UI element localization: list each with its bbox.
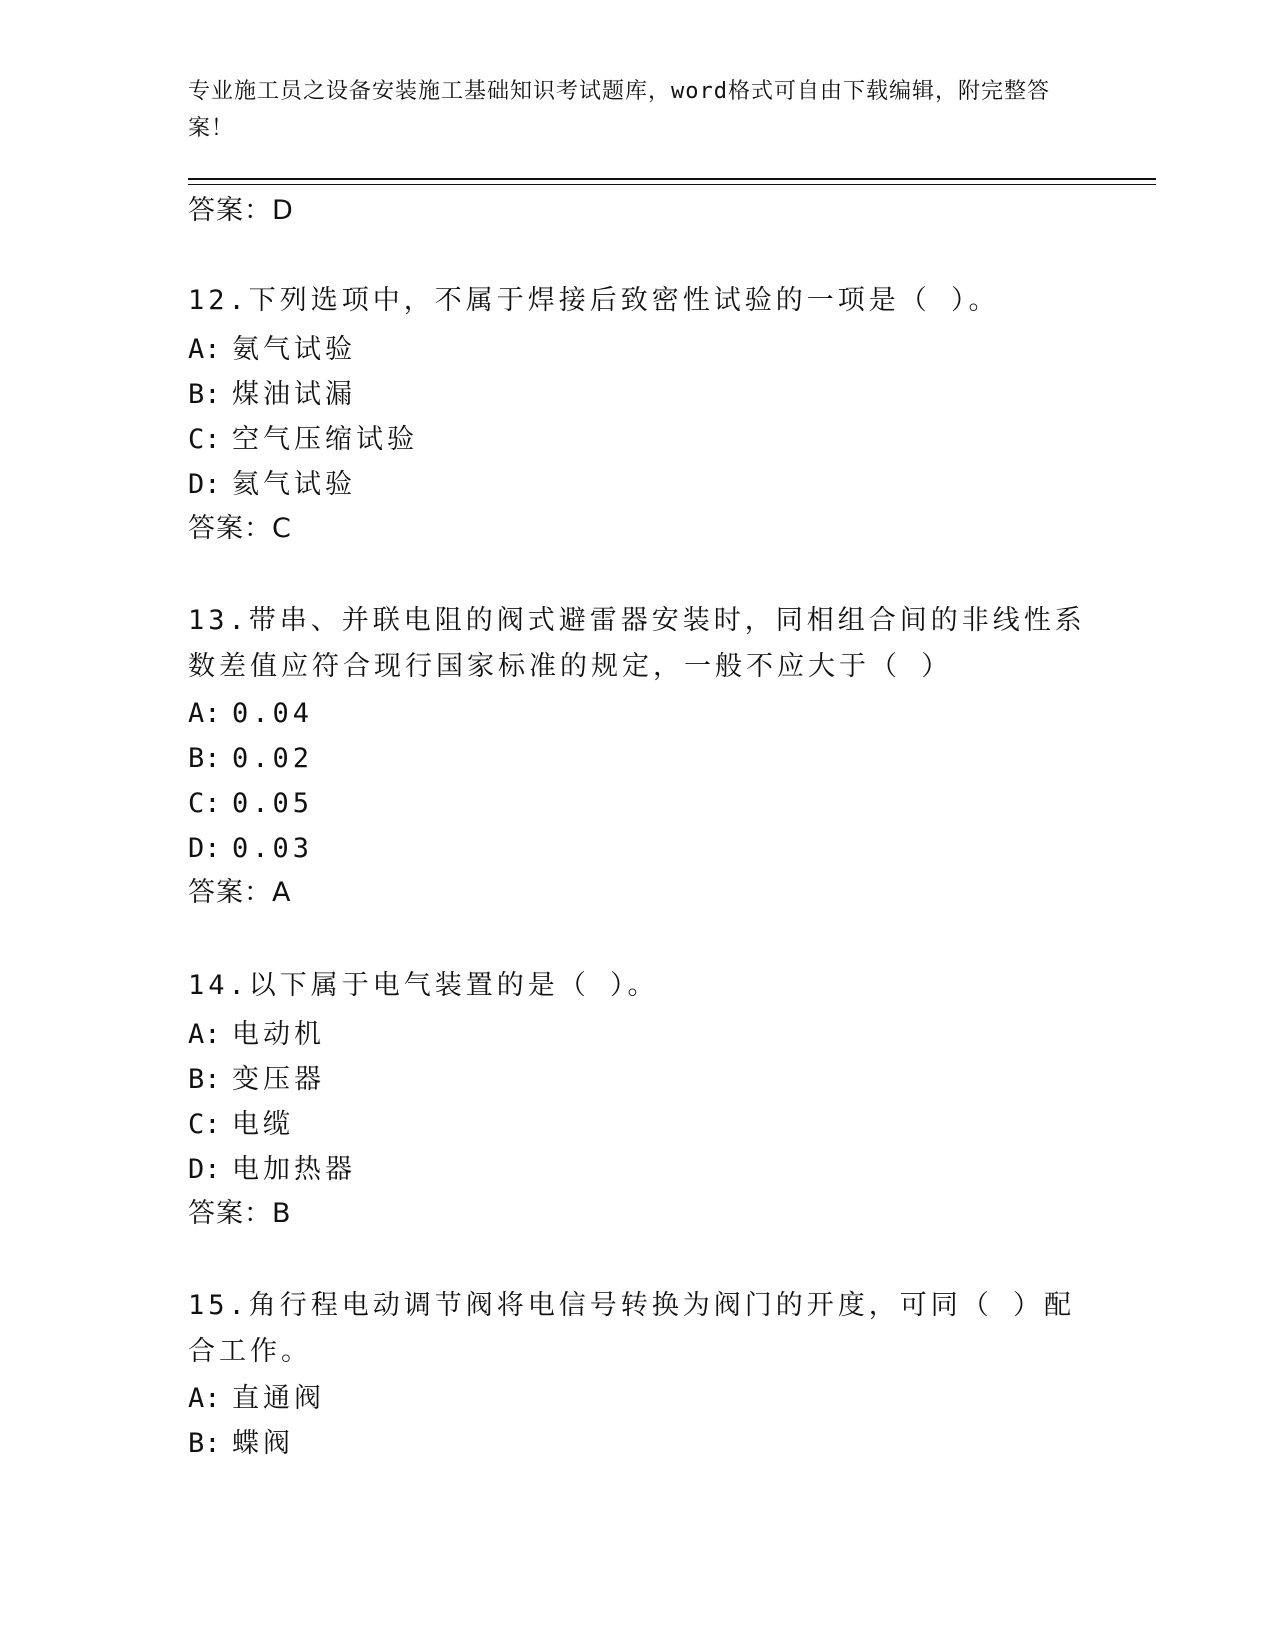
question-13-option-c xyxy=(188,786,313,822)
option-key: D: xyxy=(188,833,221,864)
option-text: 0.02 xyxy=(232,743,314,774)
question-13-option-a xyxy=(188,696,313,732)
option-key: B: xyxy=(188,743,221,774)
option-text: 0.03 xyxy=(232,833,314,864)
question-14-option-a xyxy=(188,1017,325,1053)
option-text: 0.04 xyxy=(232,698,314,729)
question-13-option-d xyxy=(188,831,313,867)
question-15-option-a xyxy=(188,1381,325,1417)
question-14-stem: 14.以下属于电气装置的是（ ）。 xyxy=(188,970,659,1001)
question-15-stem: 15.角行程电动调节阀将电信号转换为阀门的开度，可同（ ）配合工作。 xyxy=(188,1290,1076,1367)
question-12-option-a xyxy=(188,332,356,368)
question-12-option-d xyxy=(188,467,356,503)
question-14-option-c xyxy=(188,1107,294,1143)
question-14-option-b xyxy=(188,1062,325,1098)
option-text: 氨气试验 xyxy=(232,334,356,365)
option-key: A: xyxy=(188,698,221,729)
option-text: 煤油试漏 xyxy=(232,379,356,410)
question-14-option-d xyxy=(188,1152,356,1188)
option-key: C: xyxy=(188,788,221,819)
option-key: A: xyxy=(188,334,221,365)
option-key: D: xyxy=(188,1154,221,1185)
header-divider-thick xyxy=(188,178,1156,180)
question-12-option-c xyxy=(188,422,418,458)
question-12-option-b xyxy=(188,377,356,413)
answer-prev: 答案：D xyxy=(188,195,294,226)
header-divider-thin xyxy=(188,184,1156,185)
option-key: C: xyxy=(188,424,221,455)
question-14-answer: 答案：B xyxy=(188,1198,292,1229)
question-12-answer: 答案：C xyxy=(188,513,292,544)
option-text: 空气压缩试验 xyxy=(232,424,418,455)
option-text: 蝶阀 xyxy=(232,1428,294,1459)
option-key: B: xyxy=(188,1064,221,1095)
option-key: D: xyxy=(188,469,221,500)
question-13-stem: 13.带串、并联电阻的阀式避雷器安装时，同相组合间的非线性系数差值应符合现行国家标准的规定，一般不应大于（ ） xyxy=(188,605,1086,682)
option-key: C: xyxy=(188,1109,221,1140)
option-key: A: xyxy=(188,1019,221,1050)
question-13-option-b xyxy=(188,741,313,777)
question-13-answer: 答案：A xyxy=(188,877,292,908)
option-key: A: xyxy=(188,1383,221,1414)
option-text: 氦气试验 xyxy=(232,469,356,500)
option-key: B: xyxy=(188,1428,221,1459)
question-15-option-b xyxy=(188,1426,294,1462)
document-header: 专业施工员之设备安装施工基础知识考试题库，word格式可自由下载编辑，附完整答案！ xyxy=(188,79,1050,141)
option-text: 0.05 xyxy=(232,788,314,819)
option-key: B: xyxy=(188,379,221,410)
option-text: 直通阀 xyxy=(232,1383,325,1414)
option-text: 电加热器 xyxy=(232,1154,356,1185)
question-12-stem: 12.下列选项中，不属于焊接后致密性试验的一项是（ ）。 xyxy=(188,285,1000,316)
option-text: 电动机 xyxy=(232,1019,325,1050)
option-text: 变压器 xyxy=(232,1064,325,1095)
option-text: 电缆 xyxy=(232,1109,294,1140)
